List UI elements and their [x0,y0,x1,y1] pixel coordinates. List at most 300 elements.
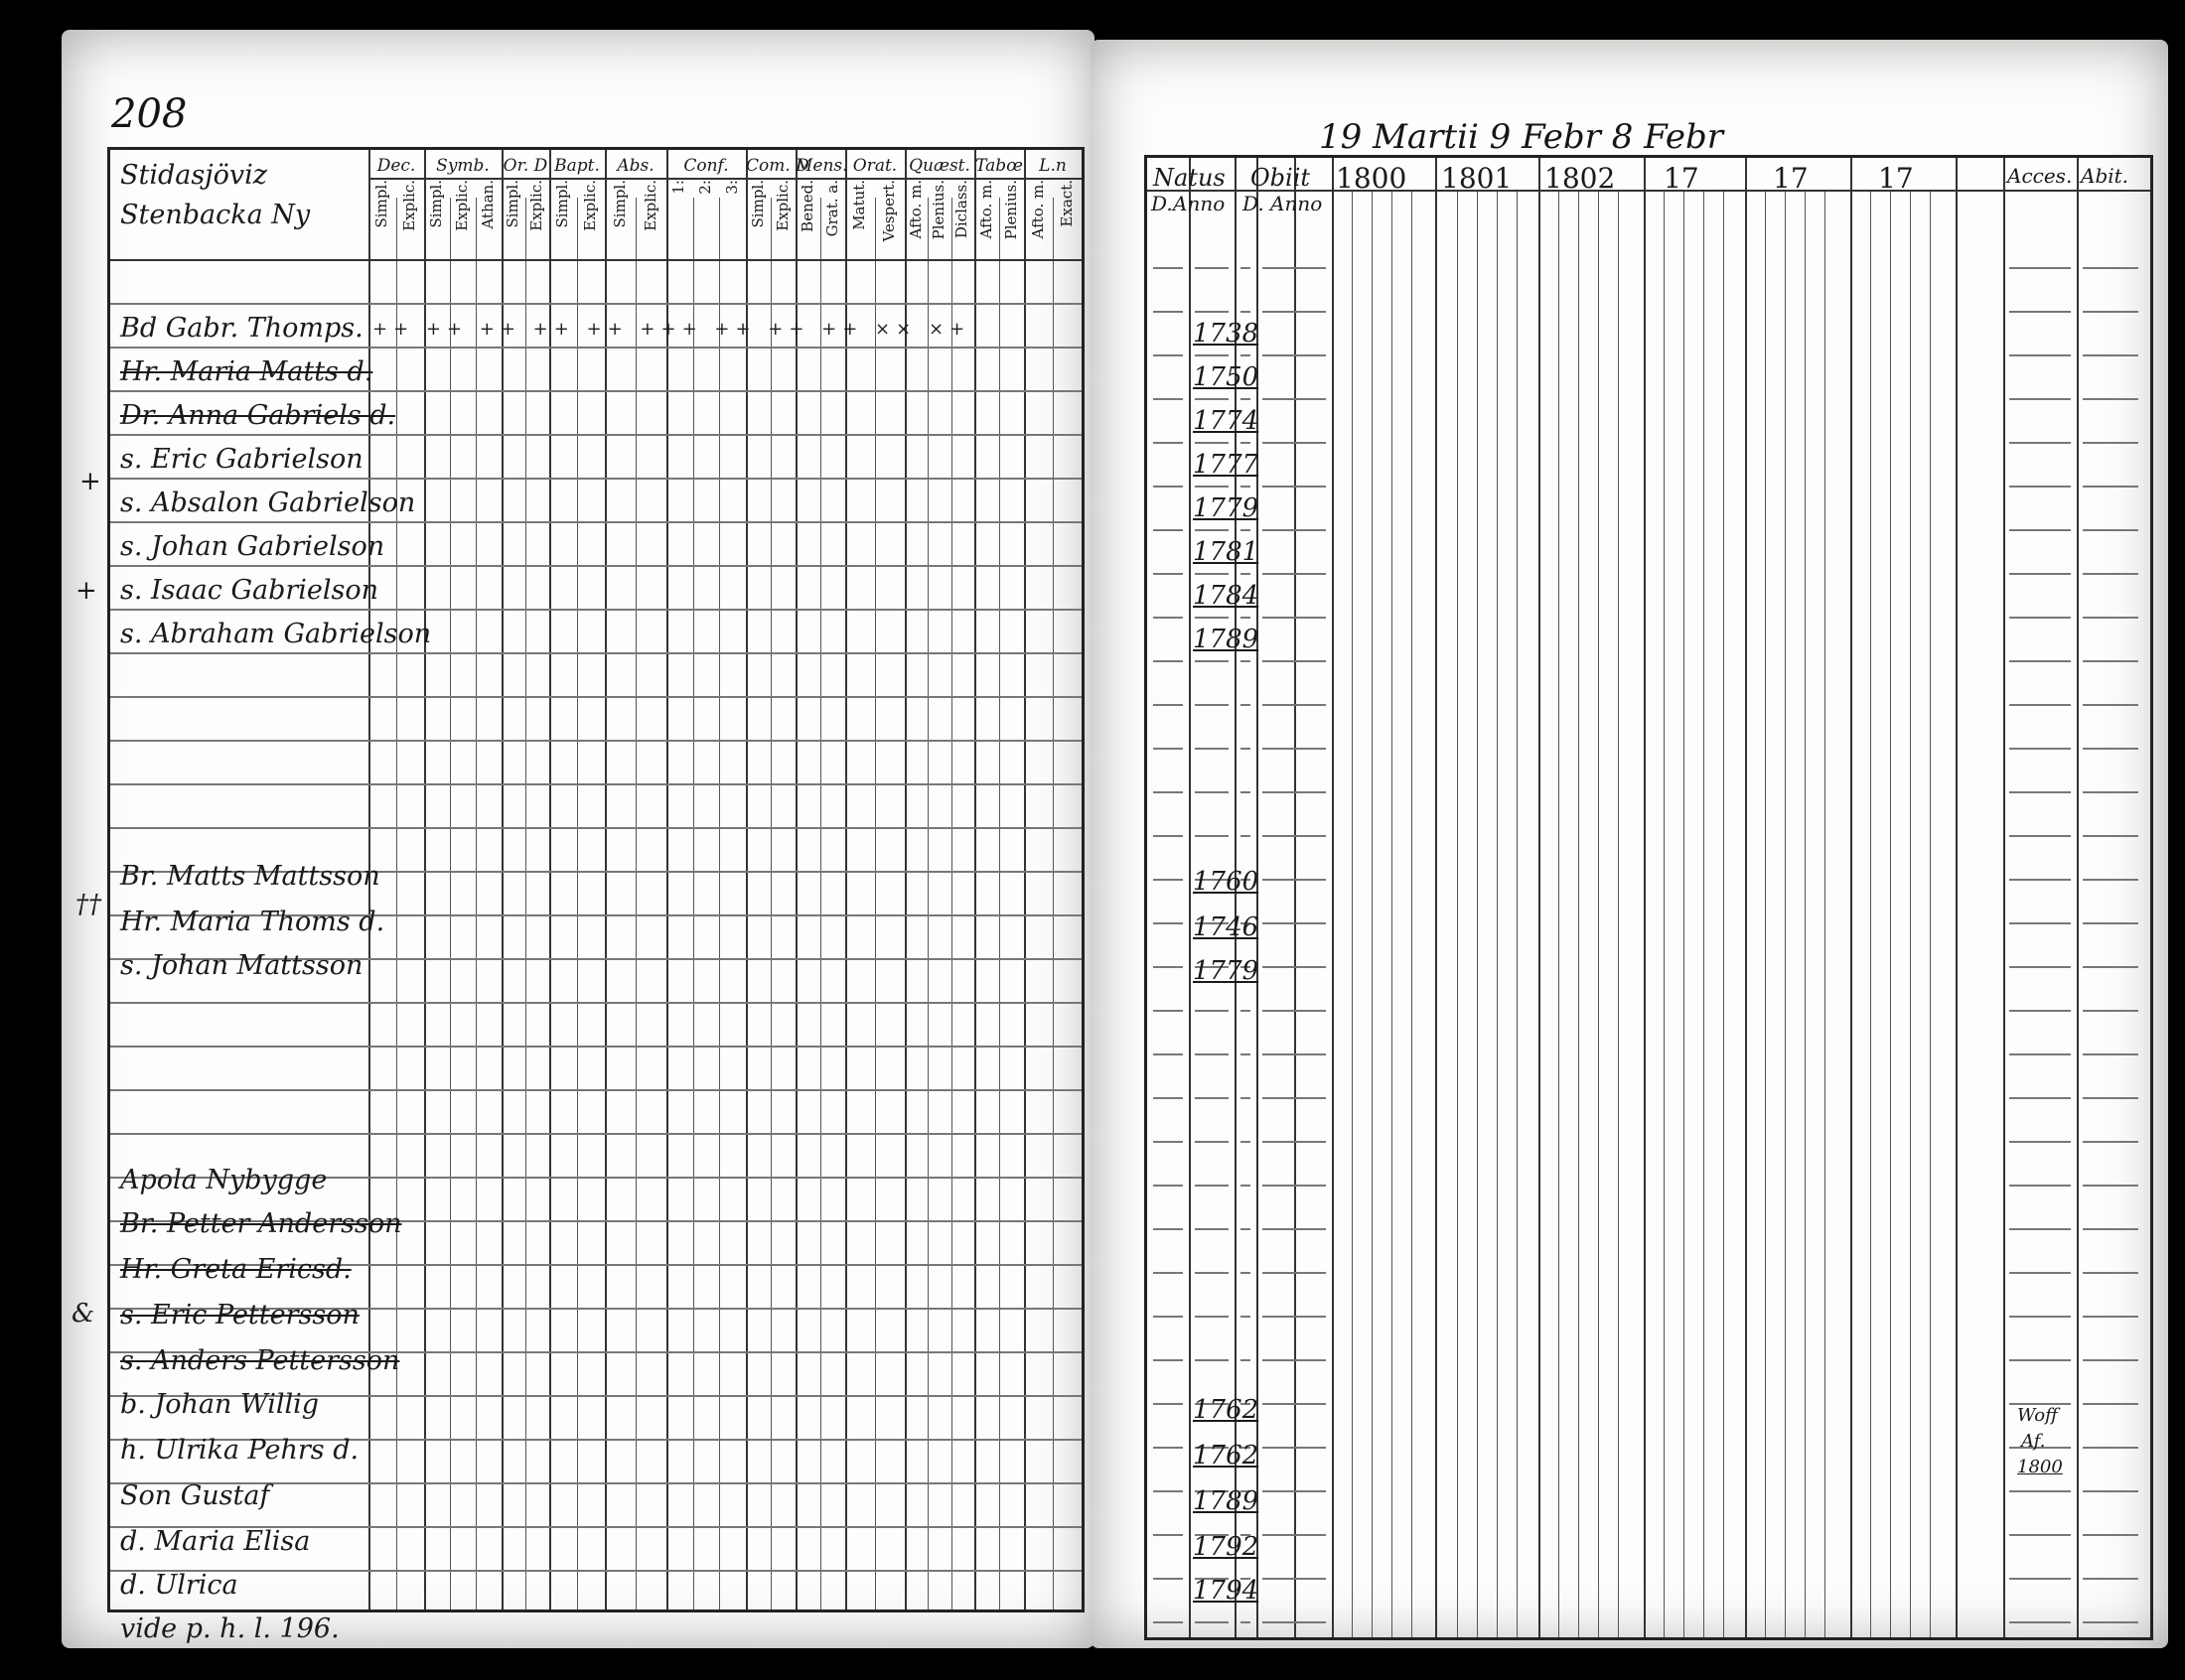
right-ruled-dash [1153,617,1183,619]
obiit-header: Obiit [1250,164,1311,192]
left-col-divider [974,150,976,1610]
right-ruled-dash [1195,1272,1229,1274]
right-ruled-dash [1240,1185,1250,1187]
year-header-5: 17 [1773,162,1809,195]
right-ruled-dash [1262,835,1326,837]
birth-year: 1762 [1193,1441,1259,1470]
natus-header: Natus [1153,164,1226,192]
right-sub-divider [1372,190,1373,1637]
household-heading-line-2: Stenbacka Ny [120,200,311,230]
column-header: Conf. [683,156,729,176]
left-sub-divider [1053,198,1054,1610]
birth-year: 1750 [1193,362,1259,392]
right-ruled-dash [1195,748,1229,750]
right-ruled-dash [1262,1316,1326,1318]
right-ruled-dash [1153,1272,1183,1274]
right-ruled-dash [2083,267,2138,269]
right-ruled-dash [1195,1316,1229,1318]
right-ruled-dash [2009,791,2071,793]
right-ruled-dash [2009,1141,2071,1143]
right-ruled-dash [2009,398,2071,400]
person-name: s. Johan Gabrielson [120,531,385,562]
right-ruled-dash [1153,660,1183,662]
right-ruled-dash [2083,1228,2138,1230]
right-ruled-dash [2009,748,2071,750]
right-ruled-dash [1240,1316,1250,1318]
left-sub-divider [450,198,451,1610]
left-ruled-line [110,1570,1082,1572]
left-sub-divider [577,198,578,1610]
right-sub-divider [1664,190,1665,1637]
right-ruled-dash [1240,398,1250,400]
left-col-divider [1024,150,1026,1610]
person-name: s. Eric Pettersson [120,1300,360,1330]
column-subheader: Plenius. [930,180,947,240]
right-ruled-dash [1262,311,1326,313]
right-col-divider [1745,158,1747,1637]
right-ruled-dash [1240,267,1250,269]
right-ruled-dash [1262,1010,1326,1012]
left-sub-divider [771,198,772,1610]
right-sub-divider [1910,190,1911,1637]
birth-year: 1738 [1193,319,1259,349]
right-ruled-dash [2083,573,2138,575]
right-ruled-dash [1195,267,1229,269]
right-ruled-dash [1262,398,1326,400]
column-subheader: Simpl. [553,180,571,228]
column-subheader: Simpl. [504,180,521,228]
right-ruled-dash [2083,1578,2138,1580]
right-ruled-dash [1262,1490,1326,1492]
right-ruled-dash [2009,311,2071,313]
column-subheader: Athan. [479,180,497,229]
right-ruled-dash [2009,1053,2071,1055]
right-sub-divider [1457,190,1458,1637]
right-ruled-dash [1153,398,1183,400]
right-ruled-dash [1262,442,1326,444]
right-ruled-dash [1262,748,1326,750]
right-ruled-dash [1262,1403,1326,1405]
right-ruled-dash [1262,573,1326,575]
abiit-note-1: Woff [2017,1405,2058,1426]
left-col-divider [666,150,668,1610]
right-sub-divider [1477,190,1478,1637]
birth-year: 1794 [1193,1576,1259,1606]
left-ruled-line [110,1046,1082,1048]
right-ruled-dash [1153,311,1183,313]
right-ruled-dash [2009,486,2071,488]
right-ruled-dash [1262,1185,1326,1187]
right-ruled-dash [1195,1097,1229,1099]
right-ruled-dash [1195,1141,1229,1143]
right-ruled-dash [1153,1490,1183,1492]
right-ruled-dash [2083,1403,2138,1405]
right-ruled-dash [1195,1053,1229,1055]
person-name: s. Eric Gabrielson [120,444,364,475]
column-subheader: Diclass. [952,180,971,239]
column-subheader: 3: [722,180,741,195]
right-ruled-dash [1240,835,1250,837]
right-sub-divider [1411,190,1412,1637]
right-ruled-dash [2083,529,2138,531]
right-ruled-dash [1153,791,1183,793]
column-subheader: Simpl. [748,180,767,228]
right-ruled-dash [1195,1010,1229,1012]
household-heading-line-1: Stidasjöviz [120,160,267,191]
column-subheader: Explic. [527,180,545,231]
year-header-3: 1802 [1544,162,1616,195]
right-sub-divider [1824,190,1825,1637]
left-ruled-line [110,521,1082,523]
right-ruled-dash [1240,1359,1250,1361]
birth-year: 1784 [1193,581,1259,611]
birth-year: 1792 [1193,1532,1259,1562]
column-header: L.n [1039,156,1067,176]
right-ruled-dash [2009,879,2071,881]
left-ruled-line [110,1089,1082,1091]
year-header-4: 17 [1664,162,1699,195]
left-col-divider [549,150,551,1610]
right-ruled-dash [1195,791,1229,793]
column-header: Bapt. [554,156,600,176]
right-ruled-dash [1240,1010,1250,1012]
column-header: Mens. [796,156,848,176]
right-ruled-dash [1195,311,1229,313]
column-subheader: Vespert. [880,180,898,242]
right-ruled-dash [1240,1141,1250,1143]
right-ruled-dash [2083,1316,2138,1318]
right-col-divider [1956,158,1958,1637]
right-ruled-dash [1195,1185,1229,1187]
column-subheader: Afto. m. [976,180,995,239]
person-name: vide p. h. l. 196. [120,1613,340,1644]
person-name: Apola Nybygge [120,1165,328,1195]
column-subheader: Matut. [850,180,868,230]
left-col-divider [796,150,798,1610]
right-ruled-dash [2009,922,2071,924]
right-sub-divider [1558,190,1559,1637]
right-ruled-dash [1262,1053,1326,1055]
birth-year: 1781 [1193,537,1259,567]
right-ruled-dash [2083,442,2138,444]
right-ruled-dash [2083,1534,2138,1536]
right-ruled-dash [1240,311,1250,313]
right-ruled-dash [1195,573,1229,575]
right-sub-divider [1723,190,1724,1637]
right-ruled-dash [1153,1141,1183,1143]
right-ruled-dash [1195,442,1229,444]
right-ruled-dash [2083,1141,2138,1143]
person-name: Hr. Maria Thoms d. [120,907,385,937]
right-ruled-dash [1153,573,1183,575]
right-ruled-dash [2009,1010,2071,1012]
person-name: s. Isaac Gabrielson [120,575,379,606]
birth-year: 1760 [1193,867,1259,897]
right-ruled-dash [1153,1403,1183,1405]
right-ruled-dash [1153,529,1183,531]
left-col-divider [845,150,847,1610]
right-ruled-dash [2083,311,2138,313]
right-ruled-dash [1195,1359,1229,1361]
right-sub-divider [1805,190,1806,1637]
left-ruled-line [110,303,1082,305]
right-ruled-dash [2009,1097,2071,1099]
right-sub-divider [1683,190,1684,1637]
left-col-divider [746,150,748,1610]
person-name: d. Maria Elisa [120,1526,311,1557]
right-ruled-dash [1262,1534,1326,1536]
right-ruled-dash [1262,486,1326,488]
person-name: s. Abraham Gabrielson [120,619,432,649]
abiit-header: Abit. [2081,164,2129,188]
right-ruled-dash [1195,617,1229,619]
right-ruled-dash [2083,1272,2138,1274]
right-ruled-dash [2009,267,2071,269]
left-ruled-line [110,1002,1082,1004]
birth-year: 1779 [1193,493,1259,523]
right-ruled-dash [2083,879,2138,881]
person-name: s. Johan Mattsson [120,950,364,981]
right-page [1091,40,2168,1648]
right-sub-divider [1870,190,1871,1637]
left-ruled-line [110,565,1082,567]
right-ruled-dash [1262,354,1326,356]
column-subheader: 2: [696,180,714,195]
right-ruled-dash [1262,922,1326,924]
right-sub-divider [1765,190,1766,1637]
right-ruled-dash [1262,879,1326,881]
right-sub-divider [1352,190,1353,1637]
right-ruled-dash [1195,529,1229,531]
left-col-divider [605,150,607,1610]
right-ruled-dash [1153,704,1183,706]
right-ruled-dash [1240,660,1250,662]
right-ruled-dash [2083,748,2138,750]
right-ruled-dash [2009,1272,2071,1274]
right-sub-divider [1618,190,1619,1637]
right-ruled-dash [1153,1621,1183,1623]
examination-marks: ++ ++ ++ ++ ++ +++ ++ ++ ++ ×× ×+ [372,319,971,340]
right-ruled-dash [1262,660,1326,662]
left-sub-divider [719,198,720,1610]
right-ruled-dash [2083,1053,2138,1055]
left-sub-divider [999,198,1000,1610]
right-ruled-dash [1262,791,1326,793]
left-col-divider [502,150,504,1610]
right-ruled-dash [1153,922,1183,924]
person-name: d. Ulrica [120,1570,238,1601]
person-name: Dr. Anna Gabriels d. [120,400,396,431]
right-ruled-dash [2009,1316,2071,1318]
right-ruled-dash [1240,573,1250,575]
right-col-divider [1332,158,1334,1637]
right-ruled-dash [2083,1621,2138,1623]
person-name: s. Absalon Gabrielson [120,488,416,518]
left-ruled-line [110,478,1082,480]
right-ruled-dash [1262,1621,1326,1623]
right-ruled-dash [1262,267,1326,269]
right-ruled-dash [1195,704,1229,706]
right-ruled-dash [2083,617,2138,619]
right-ruled-dash [1262,1447,1326,1449]
right-ruled-dash [2009,1621,2071,1623]
left-ruled-line [110,696,1082,698]
right-column-lines [1147,158,2150,1637]
birth-year: 1762 [1193,1395,1259,1425]
left-ruled-line [110,827,1082,829]
left-ruled-line [110,434,1082,436]
right-ruled-dash [1153,1447,1183,1449]
right-ruled-dash [1262,1272,1326,1274]
right-sub-divider [1517,190,1518,1637]
left-sub-divider [476,198,477,1610]
right-ruled-dash [1240,442,1250,444]
column-subheader: Afto. m. [1028,180,1047,239]
left-sub-divider [951,198,952,1610]
right-ruled-dash [2083,354,2138,356]
natus-day-header: D. [1151,192,1173,215]
person-name: b. Johan Willig [120,1389,320,1420]
left-register-table [107,147,1085,1644]
right-sub-divider [1497,190,1498,1637]
right-ruled-dash [1153,1185,1183,1187]
birth-year: 1774 [1193,406,1259,436]
right-ruled-dash [1240,529,1250,531]
birth-year: 1777 [1193,450,1259,480]
accessit-header: Acces. [2007,164,2073,188]
right-ruled-dash [2009,529,2071,531]
right-ruled-dash [1153,879,1183,881]
right-ruled-dash [1262,529,1326,531]
column-subheader: 1: [669,180,688,195]
column-subheader: Exact. [1057,180,1076,227]
right-ruled-dash [2009,442,2071,444]
right-ruled-dash [2009,617,2071,619]
person-name: s. Anders Pettersson [120,1345,400,1376]
left-header-rule [110,259,1082,261]
obiit-year-header: Anno [1270,192,1323,215]
column-header: Abs. [617,156,655,176]
right-ruled-dash [1262,1141,1326,1143]
left-sub-divider [820,198,821,1610]
right-ruled-dash [2083,660,2138,662]
right-ruled-dash [1153,966,1183,968]
right-ruled-dash [1240,748,1250,750]
left-ruled-line [110,1133,1082,1135]
right-ruled-dash [2083,791,2138,793]
column-header: Com. D [746,156,809,176]
left-ruled-line [110,652,1082,654]
right-col-divider [1189,158,1191,1637]
right-ruled-dash [1240,1621,1250,1623]
page-number: 208 [111,91,188,137]
right-col-divider [2077,158,2079,1637]
right-ruled-dash [1195,486,1229,488]
right-sub-divider [1703,190,1704,1637]
column-subheader: Explic. [641,180,659,231]
right-ruled-dash [1240,486,1250,488]
right-ruled-dash [1195,1621,1229,1623]
right-col-divider [2003,158,2005,1637]
right-ruled-dash [1195,835,1229,837]
margin-mark-2: + [75,576,97,606]
right-ruled-dash [2009,704,2071,706]
right-ruled-dash [2009,1578,2071,1580]
right-ruled-dash [2009,660,2071,662]
left-sub-divider [396,198,397,1610]
right-ruled-dash [2009,966,2071,968]
column-subheader: Simpl. [427,180,445,228]
year-header-6: 17 [1878,162,1914,195]
person-name: Hr. Maria Matts d. [120,356,373,387]
column-header: Dec. [376,156,416,176]
right-ruled-dash [2083,398,2138,400]
right-col-divider [1850,158,1852,1637]
right-ruled-dash [1240,354,1250,356]
person-name: Br. Matts Mattsson [120,861,380,892]
right-ruled-dash [1240,617,1250,619]
column-header: Orat. [852,156,898,176]
top-date-note: 19 Martii 9 Febr 8 Febr [1319,117,1724,157]
right-ruled-dash [1262,704,1326,706]
right-ruled-dash [2083,1359,2138,1361]
right-ruled-dash [1262,1097,1326,1099]
right-ruled-dash [1262,966,1326,968]
right-ruled-dash [1240,704,1250,706]
right-ruled-dash [1195,1228,1229,1230]
right-ruled-dash [2083,835,2138,837]
right-ruled-dash [1153,1228,1183,1230]
left-sub-divider [875,198,876,1610]
right-sub-divider [1391,190,1392,1637]
right-row-lines [1147,158,2150,1637]
right-col-divider [1538,158,1540,1637]
abiit-note-3: 1800 [2017,1457,2063,1477]
right-ruled-dash [2009,1534,2071,1536]
right-ruled-dash [1153,748,1183,750]
left-col-divider [905,150,907,1610]
margin-mark-4: & [72,1299,95,1329]
right-sub-divider [1890,190,1891,1637]
column-subheader: Plenius. [1001,180,1020,240]
right-ruled-dash [2009,1490,2071,1492]
right-ruled-dash [1153,486,1183,488]
right-ruled-dash [1195,660,1229,662]
right-ruled-dash [2083,1097,2138,1099]
right-ruled-dash [2009,354,2071,356]
right-register-table [1144,155,2153,1640]
right-ruled-dash [2009,1359,2071,1361]
left-ruled-line [110,609,1082,611]
birth-year: 1789 [1193,625,1259,654]
right-sub-divider [1930,190,1931,1637]
right-ruled-dash [1240,1272,1250,1274]
right-ruled-dash [2009,573,2071,575]
column-subheader: Simpl. [372,180,390,228]
margin-mark-1: + [79,467,101,496]
person-name: h. Ulrika Pehrs d. [120,1435,360,1466]
right-ruled-dash [1153,1053,1183,1055]
right-ruled-dash [2083,1185,2138,1187]
person-name: Son Gustaf [120,1480,270,1511]
left-sub-divider [928,198,929,1610]
left-ruled-line [110,390,1082,392]
right-ruled-dash [1153,1578,1183,1580]
left-sub-divider [525,198,526,1610]
column-subheader: Grat. a. [822,180,841,237]
right-ruled-dash [1262,1359,1326,1361]
column-subheader: Afto. m. [906,180,925,239]
